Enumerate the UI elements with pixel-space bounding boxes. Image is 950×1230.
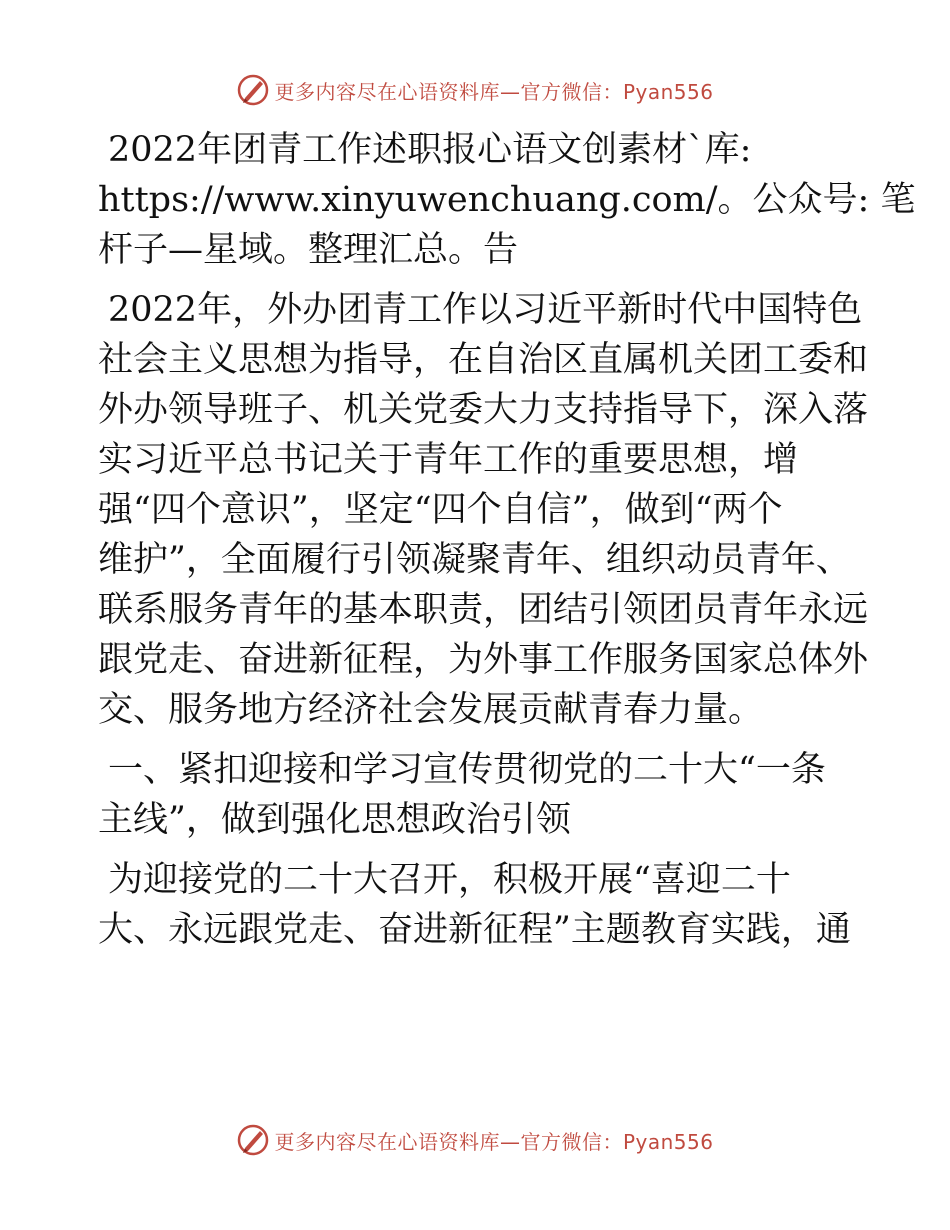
text-line: 外办领导班子、机关党委大力支持指导下，深入落 [98,390,869,430]
text-line: 联系服务青年的基本职责，团结引领团员青年永远 [98,590,869,630]
text-line: 社会主义思想为指导，在自治区直属机关团工委和 [98,340,869,380]
text-line: https://www.xinyuwenchuang.com/。公众号: 笔 [98,180,916,220]
text-line: 维护”，全面履行引领凝聚青年、组织动员青年、 [98,540,851,580]
header-banner-wechat: 官方微信：Pyan556 [520,79,714,104]
header-banner [0,70,950,110]
pen-logo-icon [236,73,270,107]
paragraph-summary [98,285,869,735]
footer-banner-text: 更多内容尽在心语资料库 [274,1129,500,1154]
pen-logo-icon [236,1123,270,1157]
text-line: 杆子—星域。整理汇总。告 [98,230,519,270]
paragraph-body [98,855,858,955]
header-banner-text: 更多内容尽在心语资料库 [274,79,500,104]
text-line: 2022年，外办团青工作以习近平新时代中国特色 [108,290,863,330]
text-line: 一、紧扣迎接和学习宣传贯彻党的二十大“一条 [108,750,826,790]
text-line: 实习近平总书记关于青年工作的重要思想，增 [98,440,799,480]
text-line: 交、服务地方经济社会发展贡献青春力量。 [98,690,764,730]
footer-banner-wechat: 官方微信：Pyan556 [520,1129,714,1154]
footer-banner [0,1120,950,1160]
text-line: 大、永远跟党走、奋进新征程”主题教育实践，通 [98,910,851,950]
text-line: 强“四个意识”，坚定“四个自信”，做到“两个 [98,490,783,530]
text-line: 为迎接党的二十大召开，积极开展“喜迎二十 [108,860,791,900]
text-line: 主线”，做到强化思想政治引领 [98,800,571,840]
header-banner-separator: — [499,79,521,104]
text-line: 2022年团青工作述职报心语文创素材ˋ库: [108,130,752,170]
paragraph-intro [98,125,916,275]
section-heading [98,745,858,845]
text-line: 跟党走、奋进新征程，为外事工作服务国家总体外 [98,640,869,680]
footer-banner-separator: — [499,1129,521,1154]
document-body [98,125,916,965]
